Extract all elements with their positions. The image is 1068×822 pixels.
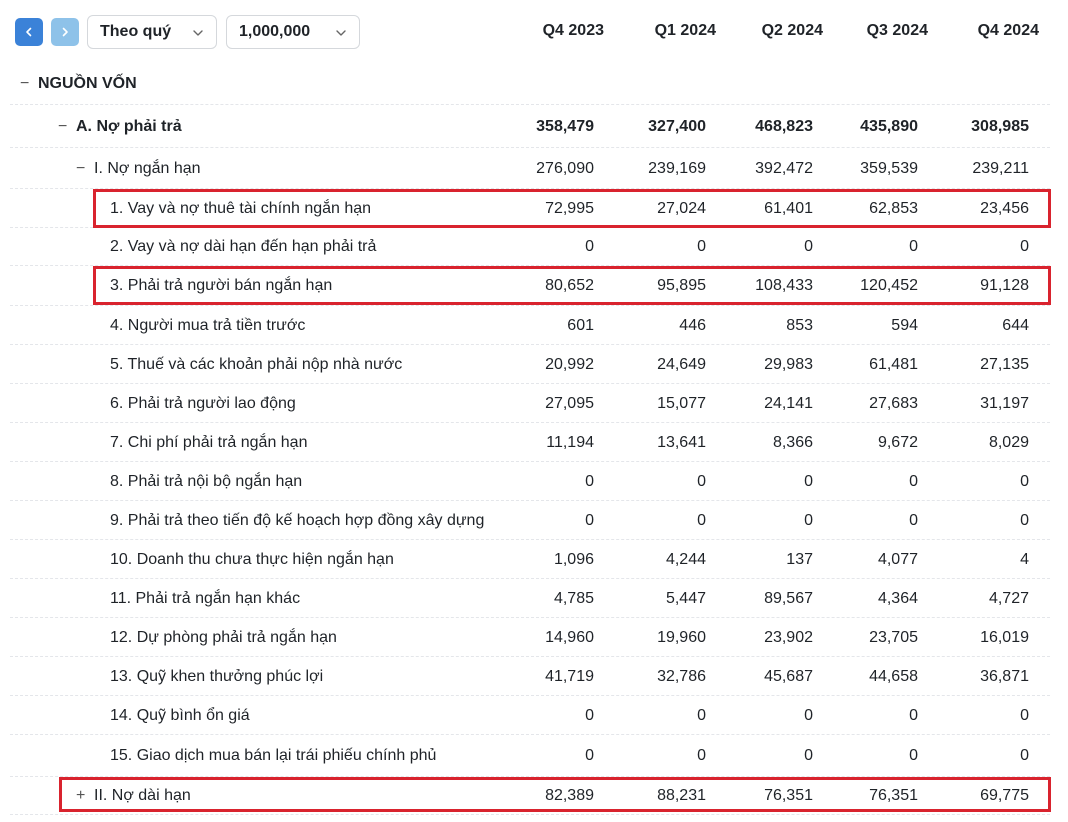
table-cell: 359,539 (860, 160, 918, 177)
table-cell: 13,641 (657, 434, 706, 451)
table-cell: 0 (1020, 238, 1029, 255)
row-label (110, 668, 323, 686)
table-cell: 0 (909, 238, 918, 255)
table-row (10, 423, 1050, 462)
table-row (10, 228, 1050, 266)
row-label-text: 7. Chi phí phải trả ngắn hạn (110, 434, 308, 451)
row-label-text: 12. Dự phòng phải trả ngắn hạn (110, 629, 337, 646)
table-cell: 76,351 (869, 787, 918, 804)
table-cell: 0 (804, 707, 813, 724)
table-cell: 80,652 (545, 277, 594, 294)
table-cell: 4,364 (877, 590, 918, 607)
table-cell: 32,786 (657, 668, 706, 685)
table-row (10, 657, 1050, 696)
table-row (10, 384, 1050, 423)
table-cell: 8,366 (772, 434, 813, 451)
table-cell: 0 (804, 473, 813, 490)
chevron-right-icon (60, 27, 70, 37)
row-label (110, 512, 484, 530)
table-cell: 853 (786, 317, 813, 334)
row-label-text: II. Nợ dài hạn (94, 787, 191, 804)
table-row (10, 618, 1050, 657)
row-label (110, 473, 302, 491)
row-label-text: 11. Phải trả ngắn hạn khác (110, 590, 301, 607)
row-label (110, 551, 394, 569)
table-cell: 8,029 (988, 434, 1029, 451)
table-cell: 27,024 (657, 200, 706, 217)
prev-button[interactable] (15, 18, 43, 46)
period-select-value: Theo quý (100, 23, 172, 40)
row-label-text: 8. Phải trả nội bộ ngắn hạn (110, 473, 303, 490)
table-row (10, 735, 1050, 777)
row-label (110, 200, 371, 218)
table-cell: 4,244 (665, 551, 706, 568)
table-cell: 308,985 (971, 118, 1029, 135)
table-cell: 16,019 (980, 629, 1029, 646)
table-row (10, 306, 1050, 345)
column-header: Q2 2024 (761, 22, 823, 39)
table-row (10, 579, 1050, 618)
row-label-text: 14. Quỹ bình ổn giá (110, 707, 250, 724)
unit-select[interactable] (226, 15, 360, 49)
column-header: Q1 2024 (654, 22, 716, 39)
row-label (110, 238, 376, 256)
table-cell: 0 (585, 238, 594, 255)
table-cell: 0 (1020, 747, 1029, 764)
table-row (10, 266, 1050, 306)
table-row (10, 501, 1050, 540)
table-row (10, 345, 1050, 384)
table-cell: 24,141 (764, 395, 813, 412)
table-cell: 61,401 (764, 200, 813, 217)
table-cell: 36,871 (980, 668, 1029, 685)
row-label (76, 787, 191, 805)
table-cell: 0 (1020, 512, 1029, 529)
table-cell: 23,902 (764, 629, 813, 646)
table-cell: 88,231 (657, 787, 706, 804)
table-cell: 15,077 (657, 395, 706, 412)
next-button[interactable] (51, 18, 79, 46)
row-label-text: 6. Phải trả người lao động (110, 395, 296, 412)
unit-select-value: 1,000,000 (239, 23, 311, 40)
chevron-down-icon (335, 27, 347, 39)
row-label (20, 75, 137, 93)
table-cell: 239,169 (648, 160, 706, 177)
table-cell: 0 (804, 238, 813, 255)
table-cell: 4,727 (988, 590, 1029, 607)
table-cell: 9,672 (877, 434, 918, 451)
table-row[interactable] (10, 105, 1050, 148)
table-cell: 120,452 (860, 277, 918, 294)
table-cell: 0 (585, 747, 594, 764)
row-label-text: I. Nợ ngắn hạn (94, 160, 201, 177)
table-cell: 91,128 (980, 277, 1029, 294)
row-label (110, 356, 402, 374)
table-cell: 239,211 (972, 160, 1029, 177)
table-row (10, 462, 1050, 501)
table-cell: 95,895 (657, 277, 706, 294)
column-header: Q4 2023 (542, 22, 604, 39)
table-cell: 0 (585, 707, 594, 724)
table-cell: 4,785 (553, 590, 594, 607)
table-cell: 0 (1020, 707, 1029, 724)
table-cell: 0 (909, 707, 918, 724)
table-cell: 76,351 (764, 787, 813, 804)
collapse-icon[interactable]: − (20, 75, 30, 92)
table-cell: 358,479 (536, 118, 594, 135)
table-cell: 594 (891, 317, 918, 334)
row-label-text: 10. Doanh thu chưa thực hiện ngắn hạn (110, 551, 394, 568)
table-cell: 108,433 (755, 277, 813, 294)
table-cell: 0 (697, 238, 706, 255)
table-cell: 644 (1002, 317, 1029, 334)
table-cell: 0 (697, 473, 706, 490)
table-cell: 1,096 (553, 551, 594, 568)
row-label (110, 434, 307, 452)
row-label-text: 15. Giao dịch mua bán lại trái phiếu chính phủ (110, 747, 437, 764)
chevron-left-icon (24, 27, 34, 37)
table-cell: 327,400 (648, 118, 706, 135)
chevron-down-icon (192, 27, 204, 39)
table-cell: 0 (585, 512, 594, 529)
row-label-text: 4. Người mua trả tiền trước (110, 317, 306, 334)
table-cell: 69,775 (980, 787, 1029, 804)
table-cell: 45,687 (764, 668, 813, 685)
table-cell: 27,135 (980, 356, 1029, 373)
row-label (58, 118, 182, 136)
table-cell: 0 (804, 512, 813, 529)
table-cell: 0 (1020, 473, 1029, 490)
table-row (10, 189, 1050, 228)
period-select[interactable] (87, 15, 217, 49)
row-label (110, 317, 305, 335)
row-label-text: 5. Thuế và các khoản phải nộp nhà nước (110, 356, 403, 373)
table-cell: 72,995 (545, 200, 594, 217)
table-cell: 601 (567, 317, 594, 334)
table-cell: 0 (804, 747, 813, 764)
collapse-icon[interactable]: − (58, 118, 68, 135)
table-row (10, 540, 1050, 579)
table-row[interactable] (10, 62, 1050, 105)
table-cell: 446 (679, 317, 706, 334)
column-header: Q3 2024 (866, 22, 928, 39)
table-cell: 27,683 (869, 395, 918, 412)
row-label-text: 2. Vay và nợ dài hạn đến hạn phải trả (110, 238, 377, 255)
table-cell: 276,090 (536, 160, 594, 177)
table-cell: 61,481 (869, 356, 918, 373)
row-label (110, 590, 300, 608)
row-label (110, 395, 296, 413)
row-label-text: 1. Vay và nợ thuê tài chính ngắn hạn (110, 200, 372, 217)
table-row[interactable] (10, 777, 1050, 815)
table-cell: 20,992 (545, 356, 594, 373)
table-cell: 89,567 (764, 590, 813, 607)
table-cell: 31,197 (980, 395, 1029, 412)
table-cell: 392,472 (755, 160, 813, 177)
row-label-text: 13. Quỹ khen thưởng phúc lợi (110, 668, 324, 685)
table-cell: 468,823 (755, 118, 813, 135)
table-cell: 137 (786, 551, 813, 568)
table-cell: 0 (697, 707, 706, 724)
table-cell: 435,890 (860, 118, 918, 135)
table-cell: 0 (909, 747, 918, 764)
expand-icon[interactable]: + (76, 787, 86, 804)
table-cell: 14,960 (545, 629, 594, 646)
table-cell: 62,853 (869, 200, 918, 217)
row-label (76, 160, 201, 178)
toolbar (0, 0, 1068, 62)
row-label (110, 277, 332, 295)
table-cell: 27,095 (545, 395, 594, 412)
table-row (10, 696, 1050, 735)
collapse-icon[interactable]: − (76, 160, 86, 177)
table-cell: 11,194 (546, 434, 594, 451)
table-cell: 4,077 (877, 551, 918, 568)
table-cell: 0 (909, 512, 918, 529)
table-cell: 44,658 (869, 668, 918, 685)
row-label (110, 747, 436, 765)
table-cell: 19,960 (657, 629, 706, 646)
table-cell: 23,705 (869, 629, 918, 646)
table-cell: 0 (909, 473, 918, 490)
row-label-text: 9. Phải trả theo tiến độ kế hoạch hợp đồng xây dựng (110, 512, 485, 529)
table-cell: 0 (697, 747, 706, 764)
row-label-text: NGUỒN VỐN (38, 75, 137, 92)
table-cell: 0 (697, 512, 706, 529)
table-cell: 82,389 (545, 787, 594, 804)
row-label-text: A. Nợ phải trả (76, 118, 182, 135)
table-row[interactable] (10, 148, 1050, 189)
table-cell: 24,649 (657, 356, 706, 373)
table-cell: 0 (585, 473, 594, 490)
row-label (110, 629, 337, 647)
table-cell: 41,719 (545, 668, 594, 685)
column-header: Q4 2024 (977, 22, 1039, 39)
table-cell: 29,983 (764, 356, 813, 373)
table-cell: 4 (1020, 551, 1029, 568)
row-label (110, 707, 250, 725)
table-cell: 23,456 (980, 200, 1029, 217)
table-cell: 5,447 (665, 590, 706, 607)
row-label-text: 3. Phải trả người bán ngắn hạn (110, 277, 333, 294)
